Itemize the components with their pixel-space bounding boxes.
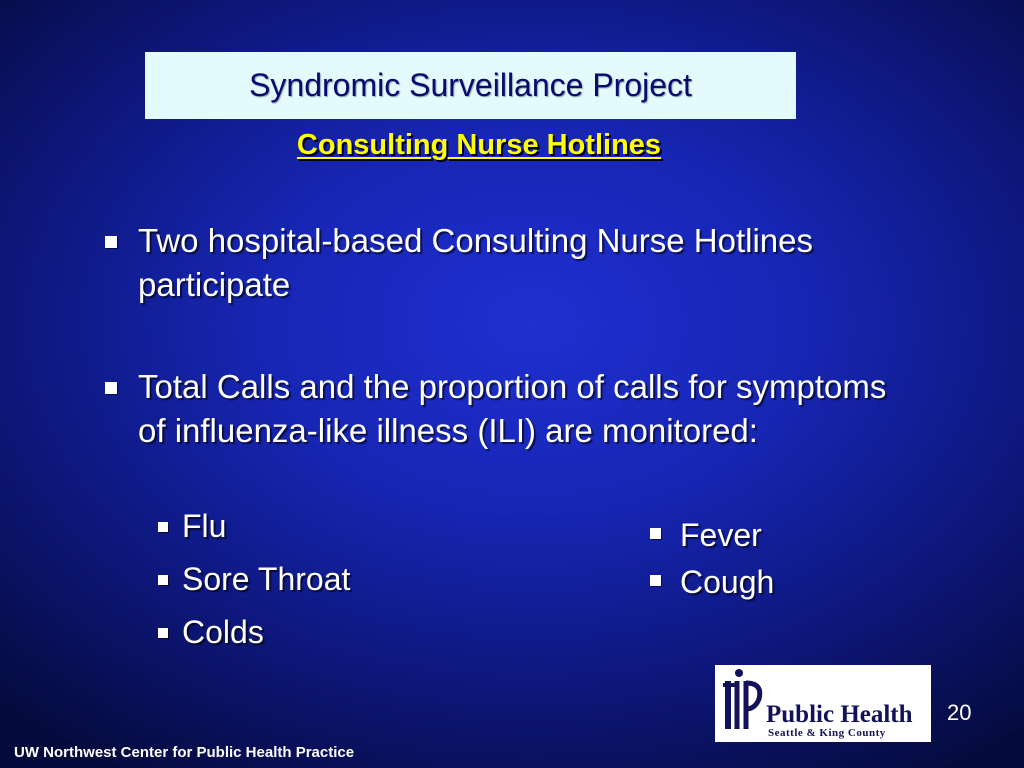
- sub-bullet-item: [158, 612, 264, 652]
- square-bullet-icon: [158, 575, 168, 585]
- sub-bullet-item: [158, 559, 350, 599]
- bullet-item: [105, 365, 905, 453]
- sub-bullet-text: Sore Throat: [182, 561, 351, 597]
- sub-bullet-item: [650, 562, 774, 602]
- sub-bullet-item: [650, 515, 762, 555]
- bullet-item: [105, 219, 905, 307]
- bullet-text: Two hospital-based Consulting Nurse Hotlines participate: [138, 222, 814, 303]
- page-number: 20: [947, 700, 972, 725]
- sub-bullet-item: [158, 506, 226, 546]
- square-bullet-icon: [650, 575, 661, 586]
- public-health-logo-icon: [719, 669, 765, 731]
- square-bullet-icon: [105, 236, 117, 248]
- square-bullet-icon: [158, 628, 168, 638]
- square-bullet-icon: [650, 528, 661, 539]
- footer-text: UW Northwest Center for Public Health Practice: [14, 744, 355, 761]
- logo-subtitle: Seattle & King County: [768, 727, 886, 739]
- public-health-logo: [715, 665, 931, 742]
- square-bullet-icon: [158, 522, 168, 532]
- slide-title-box: [145, 52, 796, 119]
- slide-title: Syndromic Surveillance Project: [249, 67, 692, 103]
- bullet-text: Total Calls and the proportion of calls for symptoms of influenza-like illness (ILI) are monitored:: [138, 368, 887, 449]
- logo-name: Public Health: [766, 701, 913, 728]
- sub-bullet-text: Flu: [182, 508, 227, 544]
- sub-bullet-text: Fever: [680, 517, 762, 553]
- square-bullet-icon: [105, 382, 117, 394]
- sub-bullet-text: Colds: [182, 614, 264, 650]
- slide-subtitle: Consulting Nurse Hotlines: [296, 129, 662, 161]
- sub-bullet-text: Cough: [680, 564, 775, 600]
